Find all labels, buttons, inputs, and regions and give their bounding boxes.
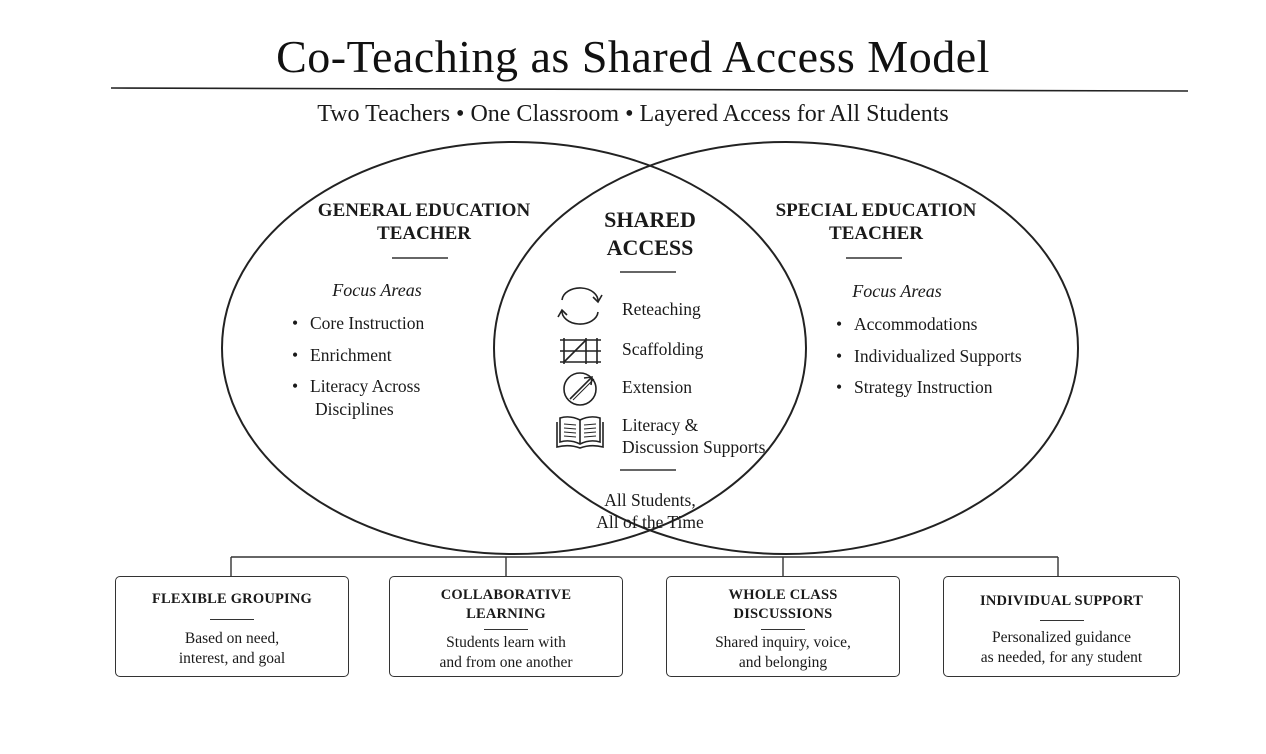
box-desc-line1: Personalized guidance: [991, 629, 1131, 646]
strategy-label-literacy: [622, 414, 765, 458]
center-heading-line2: ACCESS: [606, 235, 694, 260]
box-rule: [210, 619, 254, 620]
box-title-line2: LEARNING: [466, 606, 546, 622]
box-rule: [484, 629, 528, 630]
list-item: • Strategy Instruction: [832, 376, 1052, 398]
center-heading: [560, 206, 740, 262]
strategy-label-scaffolding: Scaffolding: [622, 339, 704, 359]
center-footer: [560, 489, 740, 533]
list-item: • Accommodations: [832, 313, 1052, 335]
strategy-label-reteaching: Reteaching: [622, 299, 701, 319]
box-rule: [761, 629, 805, 630]
left-focus-label: Focus Areas: [332, 280, 422, 300]
right-focus-label: Focus Areas: [852, 281, 942, 301]
title-underline: [111, 88, 1188, 91]
scaffold-icon: [560, 338, 601, 364]
right-heading-line2: TEACHER: [829, 223, 923, 244]
left-focus-item-continuation: Disciplines: [315, 399, 394, 419]
box-title: COLLABORATIVE: [440, 587, 572, 603]
strategy-label-literacy-line2: Discussion Supports: [622, 437, 766, 457]
right-heading-line1: SPECIAL EDUCATION: [775, 200, 977, 221]
box-desc-line2: interest, and goal: [178, 650, 286, 667]
box-flexible-grouping: [115, 576, 349, 677]
box-whole-class-discussions: [666, 576, 900, 677]
cycle-arrows-icon: [558, 288, 602, 324]
center-footer-line1: All Students,: [604, 490, 696, 510]
box-desc-line1: Students learn with: [446, 634, 566, 651]
box-desc-line2: as needed, for any student: [980, 649, 1143, 666]
center-footer-line2: All of the Time: [596, 512, 704, 532]
left-heading-line2: TEACHER: [377, 223, 471, 244]
box-desc-line1: Based on need,: [184, 630, 280, 647]
connector-lines: [231, 557, 1058, 576]
list-item: • Individualized Supports: [832, 345, 1052, 367]
arrow-circle-icon: [564, 373, 596, 405]
strategy-label-literacy-line1: Literacy &: [622, 415, 699, 435]
list-item: • Core Instruction: [288, 312, 488, 334]
right-heading: [756, 199, 996, 245]
page-subtitle: Two Teachers • One Classroom • Layered Access for All Students: [317, 101, 949, 127]
left-heading-line1: GENERAL EDUCATION: [317, 200, 531, 221]
open-book-icon: [557, 417, 603, 448]
left-focus-list: [288, 312, 488, 397]
box-title: WHOLE CLASS: [728, 587, 838, 603]
strategy-label-extension: Extension: [622, 377, 692, 397]
box-title-line2: DISCUSSIONS: [733, 606, 833, 622]
box-desc-line2: and from one another: [439, 654, 573, 671]
list-item: • Literacy Across: [288, 375, 488, 397]
box-individual-support: [943, 576, 1180, 677]
box-title: FLEXIBLE GROUPING: [151, 591, 313, 607]
right-focus-list: [832, 313, 1052, 408]
left-heading: [304, 199, 544, 245]
box-collaborative-learning: [389, 576, 623, 677]
center-heading-line1: SHARED: [604, 207, 696, 232]
box-desc-line1: Shared inquiry, voice,: [715, 634, 851, 651]
box-desc-line2: and belonging: [738, 654, 828, 671]
page-title: Co-Teaching as Shared Access Model: [276, 31, 990, 82]
box-title: INDIVIDUAL SUPPORT: [979, 593, 1143, 609]
box-rule: [1040, 620, 1084, 621]
list-item: • Enrichment: [288, 344, 488, 366]
